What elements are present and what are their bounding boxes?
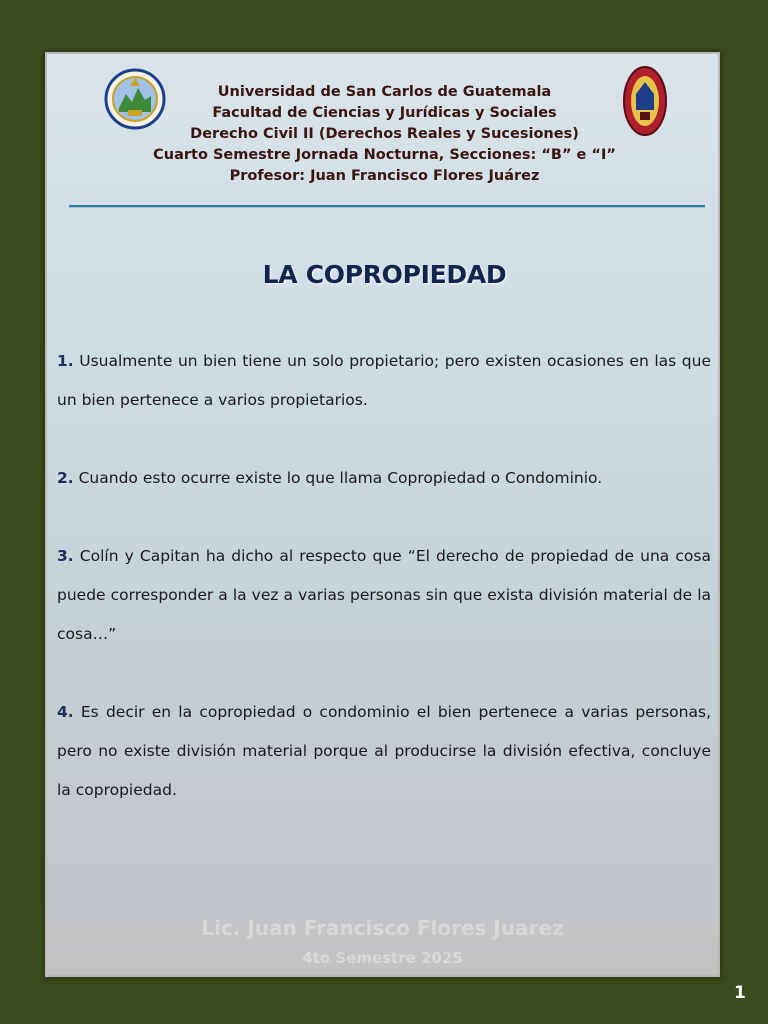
paragraph-number: 4. [57,703,74,721]
paragraph-text: Usualmente un bien tiene un solo propietario; pero existen ocasiones en las que un bien pertenece a varios propietarios. [57,352,711,409]
page-title: LA COPROPIEDAD [262,260,507,289]
watermark-name: Lic. Juan Francisco Flores Juarez [201,916,564,940]
header-course: Derecho Civil II (Derechos Reales y Sucesiones) [190,126,579,142]
paragraph-text: Cuando esto ocurre existe lo que llama Copropiedad o Condominio. [73,469,603,487]
paragraph-number: 1. [57,352,74,370]
slide-card [45,52,720,977]
paragraph-1 [57,342,711,420]
paragraph-2 [57,459,711,498]
paragraph-3 [57,537,711,654]
watermark-semester: 4to Semestre 2025 [302,949,463,967]
paragraph-number: 2. [57,469,74,487]
header-divider [69,205,705,207]
header-faculty: Facultad de Ciencias y Jurídicas y Sociales [212,105,557,121]
header-professor: Profesor: Juan Francisco Flores Juárez [229,168,540,184]
paragraph-text: Colín y Capitan ha dicho al respecto que “El derecho de propiedad de una cosa puede corresponder a la vez a varias personas sin que exista división material de la cosa…” [57,547,711,643]
paragraph-number: 3. [57,547,74,565]
page-number: 1 [734,983,746,1003]
course-header [47,82,720,187]
paragraph-4 [57,693,711,810]
paragraph-text: Es decir en la copropiedad o condominio el bien pertenece a varias personas, pero no existe división material porque al producirse la división efectiva, concluye la copropiedad. [57,703,711,799]
header-semester: Cuarto Semestre Jornada Nocturna, Secciones: “B” e “I” [153,147,616,163]
header-university: Universidad de San Carlos de Guatemala [217,84,552,100]
body-text [57,342,711,849]
